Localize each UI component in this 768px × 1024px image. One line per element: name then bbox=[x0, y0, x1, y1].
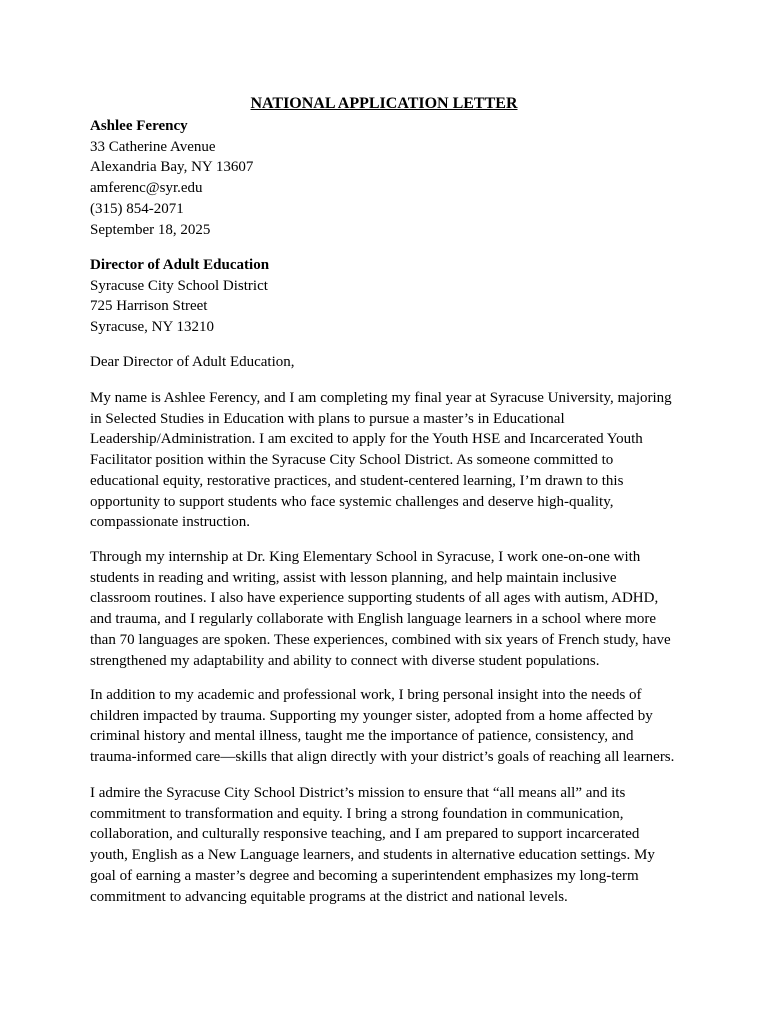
body-paragraph-1 bbox=[90, 388, 690, 533]
sender-address-line2: Alexandria Bay, NY 13607 bbox=[90, 159, 254, 176]
paragraph-line: I admire the Syracuse City School District’s mission to ensure that “all means all” and its bbox=[90, 785, 626, 801]
body-paragraph-2 bbox=[90, 547, 690, 671]
paragraph-line: than 70 languages are spoken. These experiences, combined with six years of French study, have bbox=[90, 631, 671, 648]
paragraph-line: commitment to transformation and equity. I bring a strong foundation in communication, bbox=[90, 805, 624, 822]
letter-title: NATIONAL APPLICATION LETTER bbox=[250, 95, 518, 112]
paragraph-line: students in reading and writing, assist with lesson planning, and help maintain inclusive bbox=[90, 569, 617, 586]
sender-block bbox=[90, 116, 690, 240]
paragraph-line: youth, English as a New Language learners, and students in alternative education settings. My bbox=[90, 847, 655, 864]
paragraph-line: in Selected Studies in Education with plans to pursue a master’s in Educational bbox=[90, 410, 565, 427]
sender-email: amferenc@syr.edu bbox=[90, 180, 203, 197]
paragraph-line: and trauma, and I regularly collaborate with English language learners in a school where more bbox=[90, 611, 657, 628]
paragraph-line: classroom routines. I also have experience supporting students of all ages with autism, ADHD, bbox=[90, 590, 659, 607]
recipient-organization: Syracuse City School District bbox=[90, 277, 268, 294]
paragraph-line: In addition to my academic and professional work, I bring personal insight into the needs of bbox=[90, 687, 642, 703]
paragraph-line: opportunity to support students who face systemic challenges and deserve high-quality, bbox=[90, 493, 614, 510]
paragraph-line: collaboration, and culturally responsive teaching, and I am prepared to support incarcerated bbox=[90, 826, 640, 843]
sender-phone: (315) 854-2071 bbox=[90, 200, 184, 217]
sender-address-line1: 33 Catherine Avenue bbox=[90, 138, 216, 155]
paragraph-line: Facilitator position within the Syracuse City School District. As someone committed to bbox=[90, 452, 614, 469]
paragraph-line: goal of earning a master’s degree and becoming a superintendent emphasizes my long-term bbox=[90, 867, 639, 884]
body-paragraph-4 bbox=[90, 783, 690, 907]
salutation-text: Dear Director of Adult Education, bbox=[90, 354, 295, 370]
paragraph-line: children impacted by trauma. Supporting my younger sister, adopted from a home affected by bbox=[90, 707, 653, 724]
sender-name: Ashlee Ferency bbox=[90, 118, 188, 134]
recipient-address-line1: 725 Harrison Street bbox=[90, 298, 208, 315]
recipient-block bbox=[90, 255, 690, 338]
recipient-address-line2: Syracuse, NY 13210 bbox=[90, 319, 215, 336]
recipient-title: Director of Adult Education bbox=[90, 257, 270, 273]
paragraph-line: strengthened my adaptability and ability to connect with diverse student populations. bbox=[90, 652, 600, 669]
body-paragraph-3 bbox=[90, 685, 690, 768]
paragraph-line: My name is Ashlee Ferency, and I am completing my final year at Syracuse University, majoring bbox=[90, 390, 672, 406]
letter-date: September 18, 2025 bbox=[90, 221, 211, 238]
paragraph-line: compassionate instruction. bbox=[90, 514, 250, 531]
paragraph-line: trauma-informed care—skills that align directly with your district’s goals of reaching all learners. bbox=[90, 749, 675, 766]
paragraph-line: educational equity, restorative practices, and student-centered learning, I’m drawn to this bbox=[90, 472, 624, 489]
paragraph-line: Through my internship at Dr. King Elementary School in Syracuse, I work one-on-one with bbox=[90, 549, 641, 565]
paragraph-line: commitment to advancing equitable programs at the district and national levels. bbox=[90, 888, 568, 905]
salutation bbox=[90, 352, 690, 373]
paragraph-line: criminal history and mental illness, taught me the importance of patience, consistency, and bbox=[90, 728, 634, 745]
paragraph-line: Leadership/Administration. I am excited to apply for the Youth HSE and Incarcerated Youth bbox=[90, 431, 643, 448]
